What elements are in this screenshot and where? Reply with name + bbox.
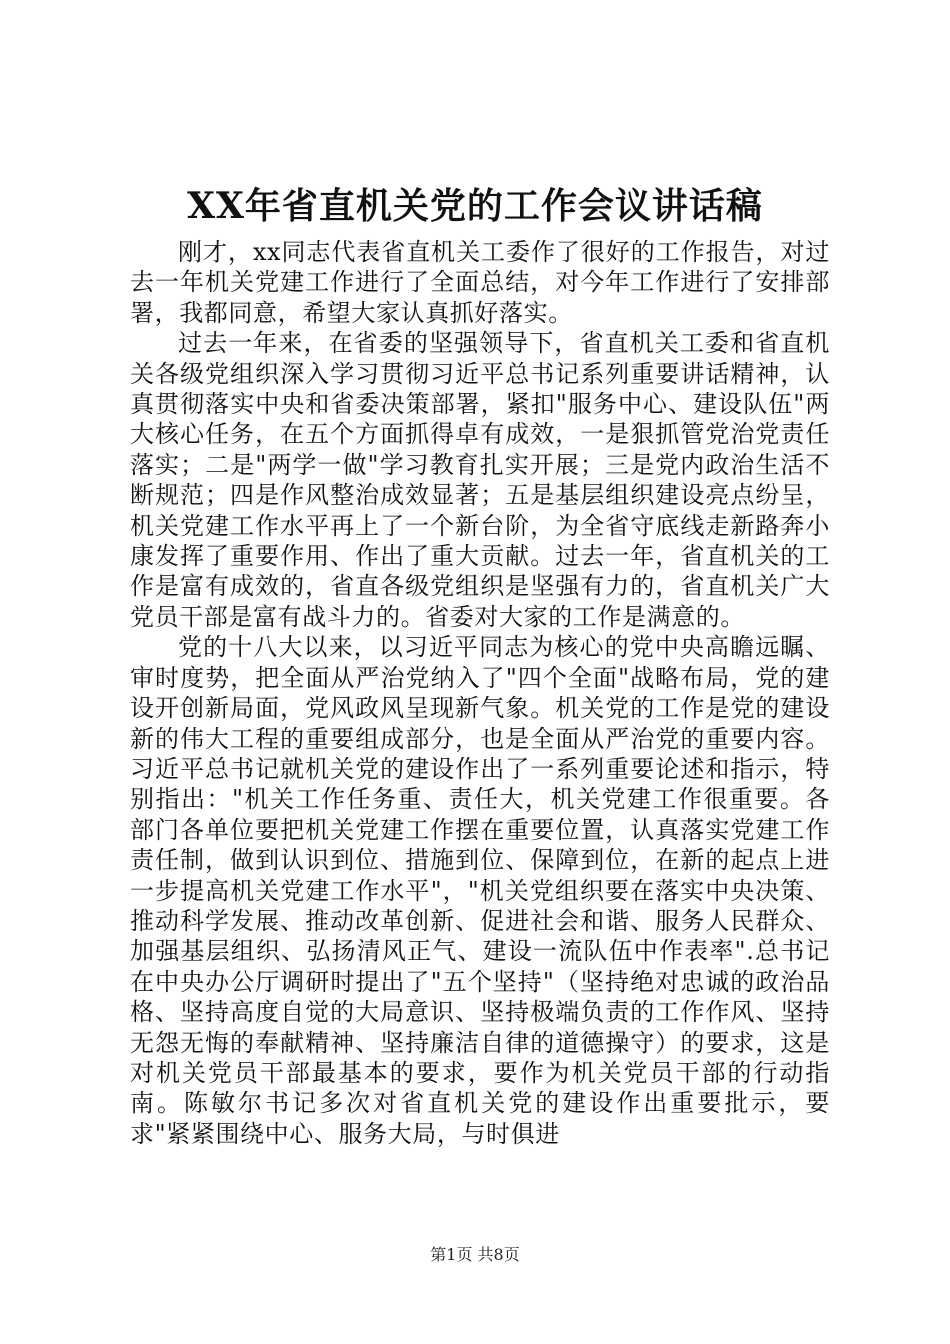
- paragraph: 党的十八大以来，以习近平同志为核心的党中央高瞻远瞩、审时度势，把全面从严治党纳入了"四个全面"战略布局，党的建设开创新局面，党风政风呈现新气象。机关党的工作是党的建设新的伟大工程的重要组成部分，也是全面从严治党的重要内容。习近平总书记就机关党的建设作出了一系列重要论述和指示，特别指出："机关工作任务重、责任大，机关党建工作很重要。各部门各单位要把机关党建工作摆在重要位置，认真落实党建工作责任制，做到认识到位、措施到位、保障到位，在新的起点上进一步提高机关党建工作水平"，"机关党组织要在落实中央决策、推动科学发展、推动改革创新、促进社会和谐、服务人民群众、加强基层组织、弘扬清风正气、建设一流队伍中作表率".总书记在中央办公厅调研时提出了"五个坚持"（坚持绝对忠诚的政治品格、坚持高度自觉的大局意识、坚持极端负责的工作作风、坚持无怨无悔的奉献精神、坚持廉洁自律的道德操守）的要求，这是对机关党员干部最基本的要求，要作为机关党员干部的行动指南。陈敏尔书记多次对省直机关党的建设作出重要批示，要求"紧紧围绕中心、服务大局，与时俱进: [130, 633, 830, 1148]
- paragraph: 刚才，xx同志代表省直机关工委作了很好的工作报告，对过去一年机关党建工作进行了全面总结，对今年工作进行了安排部署，我都同意，希望大家认真抓好落实。: [130, 238, 830, 327]
- page-number-footer: 第1页 共8页: [430, 1245, 520, 1264]
- document-title: XX年省直机关党的工作会议讲话稿: [187, 185, 763, 227]
- document-body: [130, 237, 830, 1149]
- paragraph: 过去一年来，在省委的坚强领导下，省直机关工委和省直机关各级党组织深入学习贯彻习近平总书记系列重要讲话精神，认真贯彻落实中央和省委决策部署，紧扣"服务中心、建设队伍"两大核心任务，在五个方面抓得卓有成效，一是狠抓管党治党责任落实；二是"两学一做"学习教育扎实开展；三是党内政治生活不断规范；四是作风整治成效显著；五是基层组织建设亮点纷呈，机关党建工作水平再上了一个新台阶，为全省守底线走新路奔小康发挥了重要作用、作出了重大贡献。过去一年，省直机关的工作是富有成效的，省直各级党组织是坚强有力的，省直机关广大党员干部是富有战斗力的。省委对大家的工作是满意的。: [130, 329, 830, 631]
